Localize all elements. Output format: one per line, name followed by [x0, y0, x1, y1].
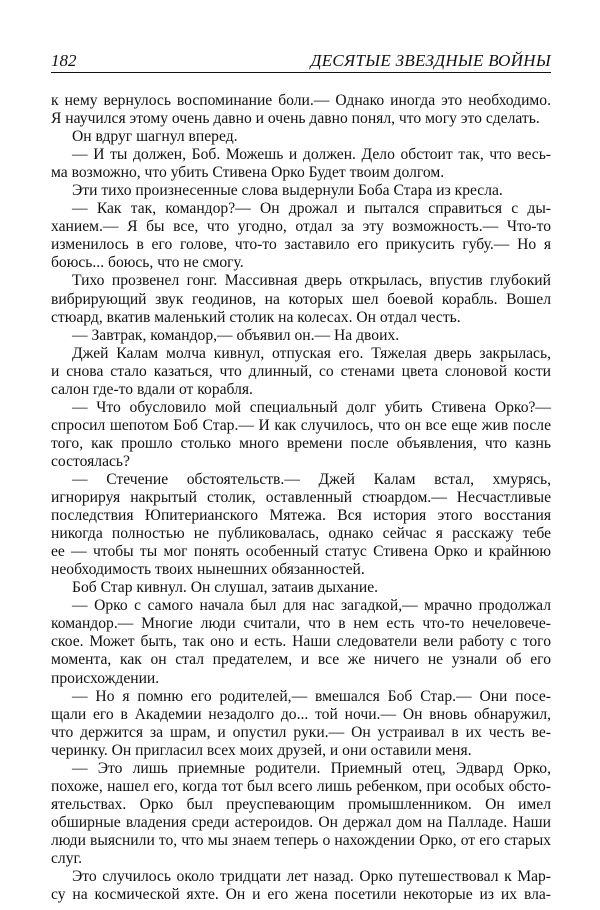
text-line: щали его в Академии незадолго до... той ночи.— Он вновь обнаружил,: [51, 705, 551, 723]
page-number: 182: [51, 51, 77, 70]
text-line: никогда полностью не публиковалась, однако сейчас я расскажу тебе: [51, 525, 551, 543]
text-line: ханием.— Я бы все, что угодно, отдал за эту возможность.— Что-то: [51, 218, 551, 236]
text-line: ма возможно, что убить Стивена Орко Будет твоим долгом.: [51, 164, 445, 182]
text-line: Тихо прозвенел гонг. Массивная дверь открылась, впустив глубокий: [72, 272, 551, 290]
text-line: — И ты должен, Боб. Можешь и должен. Дело обстоит так, что весь-: [72, 146, 551, 164]
text-line: того, как прошло столько много времени после объявления, что казнь: [51, 434, 551, 452]
body-text: [51, 92, 551, 904]
text-line: люди выяснили то, что мы знаем теперь о нахождении Орко, от его старых: [51, 831, 551, 849]
text-line: Это случилось около тридцати лет назад. Орко путешествовал к Мар-: [72, 868, 551, 886]
text-line: необходимость твоих нынешних обязанностей.: [51, 561, 365, 579]
text-line: — Стечение обстоятельств.— Джей Калам встал, хмурясь,: [72, 470, 551, 488]
text-line: стюард, вкатив маленький столик на колесах. Он отдал честь.: [51, 308, 461, 326]
text-line: Я научился этому очень давно и очень давно понял, что могу это сделать.: [51, 110, 540, 128]
text-line: — Что обусловило мой специальный долг убить Стивена Орко?—: [72, 398, 551, 416]
text-line: боюсь... боюсь, что не смогу.: [51, 254, 244, 272]
text-line: последствия Юпитерианского Мятежа. Вся история этого восстания: [51, 507, 551, 525]
text-line: похоже, нашел его, когда тот был всего лишь ребенком, при особых обсто-: [51, 777, 551, 795]
running-title: ДЕСЯТЫЕ ЗВЕЗДНЫЕ ВОЙНЫ: [310, 51, 551, 70]
text-line: — Завтрак, командор,— объявил он.— На двоих.: [72, 326, 400, 344]
text-line: слуг.: [51, 849, 83, 867]
text-line: Эти тихо произнесенные слова выдернули Боба Стара из кресла.: [72, 182, 503, 200]
text-line: происхождении.: [51, 669, 160, 687]
text-line: черинку. Он пригласил всех моих друзей, и они оставили меня.: [51, 741, 472, 759]
text-line: ятельствах. Орко был преуспевающим промышленником. Он имел: [51, 795, 551, 813]
text-line: — Это лишь приемные родители. Приемный отец, Эдвард Орко,: [72, 759, 551, 777]
text-line: состоялась?: [51, 452, 130, 470]
text-line: Он вдруг шагнул вперед.: [72, 128, 238, 146]
running-header: [51, 50, 551, 73]
text-line: Джей Калам молча кивнул, отпуская его. Тяжелая дверь закрылась,: [72, 344, 551, 362]
text-line: — Как так, командор?— Он дрожал и пытался справиться с ды-: [72, 200, 551, 218]
text-line: командор.— Многие люди считали, что в нем есть что-то нечеловече-: [51, 615, 551, 633]
text-line: салон где-то вдали от корабля.: [51, 380, 253, 398]
text-line: обширные владения среди астероидов. Он держал дом на Палладе. Наши: [51, 813, 551, 831]
text-line: что держится за шрам, и опустил руки.— Он устраивал в их честь ве-: [51, 723, 551, 741]
text-line: Боб Стар кивнул. Он слушал, затаив дыхание.: [72, 579, 379, 597]
text-line: спросил шепотом Боб Стар.— И как случилось, что он все еще жив после: [51, 416, 551, 434]
text-line: ее — чтобы ты мог понять особенный статус Стивена Орко и крайнюю: [51, 543, 551, 561]
text-line: — Орко с самого начала был для нас загадкой,— мрачно продолжал: [72, 597, 551, 615]
text-line: к нему вернулось воспоминание боли.— Однако иногда это необходимо.: [51, 92, 551, 109]
text-line: изменилось в его голове, что-то заставило его прикусить губу.— Но я: [51, 236, 551, 254]
text-line: момента, как он стал предателем, и все же ничего не узнали об его: [51, 651, 551, 669]
text-line: — Но я помню его родителей,— вмешался Боб Стар.— Они посе-: [72, 687, 551, 705]
text-line: су на космической яхте. Он и его жена посетили некоторые из их вла-: [51, 886, 551, 904]
text-line: вибрирующий звук геодинов, на которых шел боевой корабль. Вошел: [51, 290, 551, 308]
text-line: и снова стало казаться, что длинный, со стенами цвета слоновой кости: [51, 362, 551, 380]
text-line: игнорируя накрытый столик, оставленный стюардом.— Несчастливые: [51, 489, 551, 507]
text-line: ское. Может быть, так оно и есть. Наши следователи вели работу с того: [51, 633, 551, 651]
